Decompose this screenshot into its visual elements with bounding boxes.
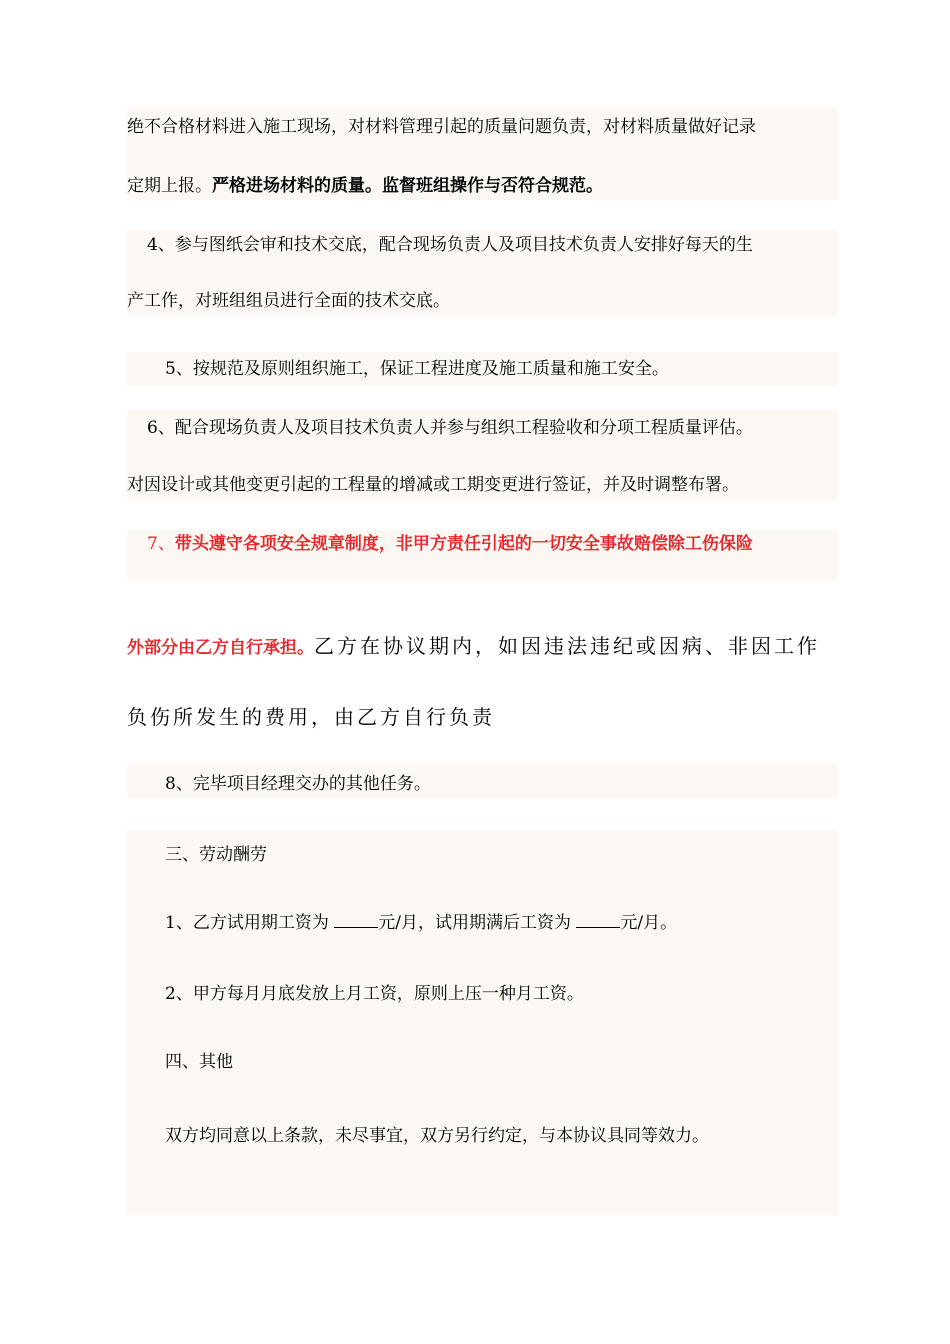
- text-normal: 元/月，试用期满后工资为: [378, 913, 571, 933]
- text-line: [147, 532, 753, 556]
- text-line: [127, 174, 603, 198]
- text-line: 产工作，对班组组员进行全面的技术交底。: [127, 291, 450, 311]
- text-line: 对因设计或其他变更引起的工程量的增减或工期变更进行签证，并及时调整布署。: [127, 475, 739, 495]
- text-normal: 1、乙方试用期工资为: [165, 913, 329, 933]
- text-normal: 元/月。: [620, 913, 678, 933]
- text-normal: 定期上报。: [127, 176, 212, 196]
- section-heading: 四、其他: [165, 1052, 233, 1072]
- text-line: 负伤所发生的费用，由乙方自行负责: [127, 705, 495, 729]
- text-line: 5、按规范及原则组织施工，保证工程进度及施工质量和施工安全。: [165, 359, 669, 379]
- text-line: 2、甲方每月月底发放上月工资，原则上压一种月工资。: [165, 984, 584, 1004]
- item-number: 7、: [147, 534, 175, 554]
- blank-field: [576, 911, 620, 928]
- paragraph-background: [127, 830, 838, 1215]
- text-line: 8、完毕项目经理交办的其他任务。: [165, 774, 431, 794]
- text-red-bold: 带头遵守各项安全规章制度，非甲方责任引起的一切安全事故赔偿除工伤保险: [174, 534, 753, 554]
- text-line: 6、配合现场负责人及项目技术负责人并参与组织工程验收和分项工程质量评估。: [147, 418, 753, 438]
- text-line: 绝不合格材料进入施工现场，对材料管理引起的质量问题负责，对材料质量做好记录: [127, 117, 756, 137]
- text-line: 双方均同意以上条款，未尽事宜，双方另行约定，与本协议具同等效力。: [165, 1126, 709, 1146]
- text-line: [127, 632, 820, 660]
- text-red-bold: 外部分由乙方自行承担。: [127, 638, 314, 658]
- section-heading: 三、劳动酬劳: [165, 845, 267, 865]
- text-line: 4、参与图纸会审和技术交底，配合现场负责人及项目技术负责人安排好每天的生: [147, 235, 753, 255]
- text-wide: 乙方在协议期内，如因违法违纪或因病、非因工作: [314, 634, 820, 658]
- text-bold: 严格进场材料的质量。监督班组操作与否符合规范。: [212, 176, 603, 196]
- text-line: [165, 911, 677, 935]
- blank-field: [334, 911, 378, 928]
